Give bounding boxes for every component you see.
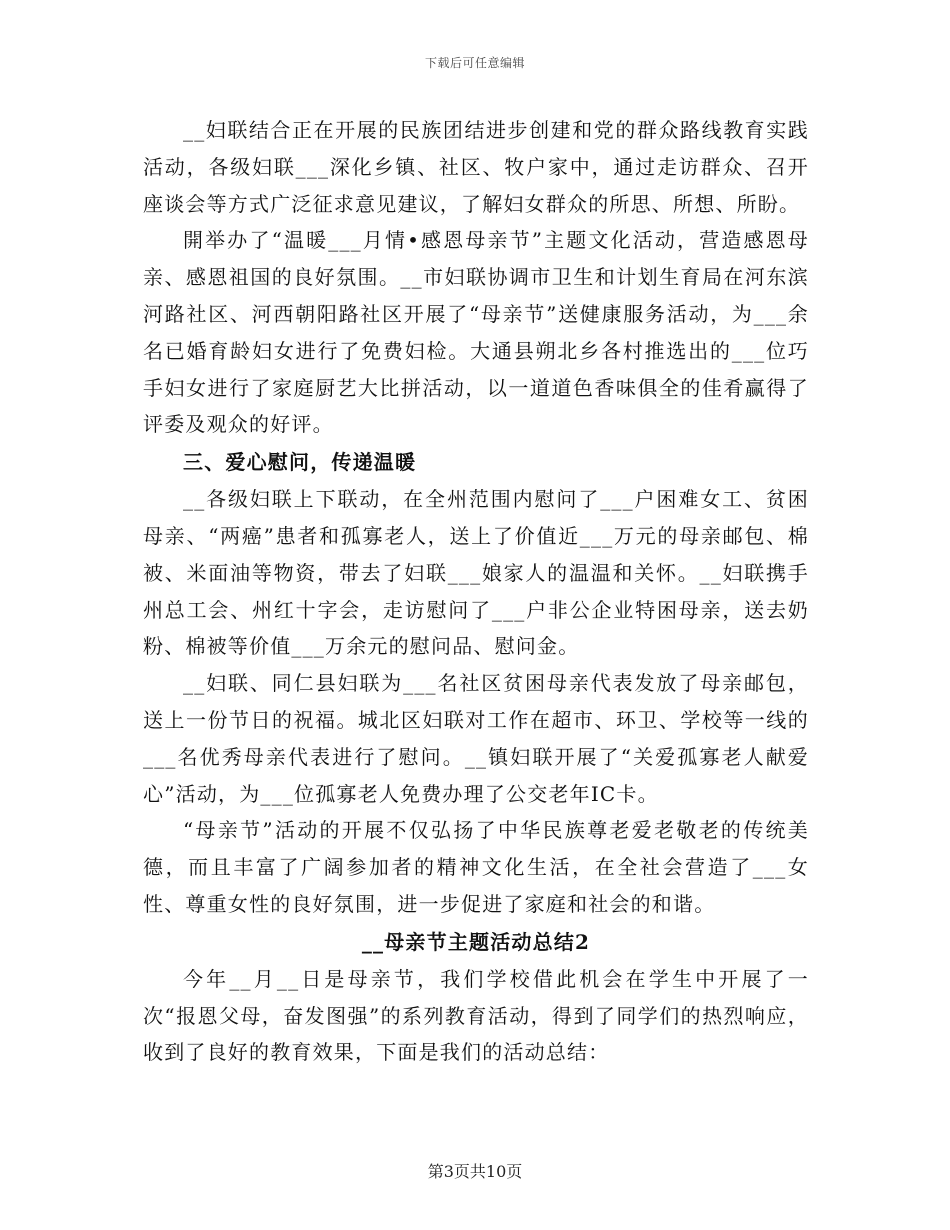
document-body bbox=[143, 112, 809, 1071]
paragraph: __妇联、同仁县妇联为___名社区贫困母亲代表发放了母亲邮包，送上一份节日的祝福。城北区妇联对工作在超市、环卫、学校等一线的___名优秀母亲代表进行了慰问。__镇妇联开展了“关爱孤寡老人献爱心”活动，为___位孤寡老人免费办理了公交老年IC卡。 bbox=[143, 671, 809, 806]
page-number: 第3页共10页 bbox=[427, 1162, 523, 1181]
paragraph: __各级妇联上下联动，在全州范围内慰问了___户困难女工、贫困母亲、“两癌”患者和孤寡老人，送上了价值近___万元的母亲邮包、棉被、米面油等物资，带去了妇联___娘家人的温温和关怀。__妇联携手州总工会、州红十字会，走访慰问了___户非公企业特困母亲，送去奶粉、棉被等价值___万余元的慰问品、慰问金。 bbox=[143, 487, 809, 659]
paragraph: 開举办了“温暖___月情•感恩母亲节”主题文化活动，营造感恩母亲、感恩祖国的良好氛围。__市妇联协调市卫生和计划生育局在河东滨河路社区、河西朝阳路社区开展了“母亲节”送健康服务活动，为___余名已婚育龄妇女进行了免费妇检。大通县朔北乡各村推选出的___位巧手妇女进行了家庭厨艺大比拼活动，以一道道色香味俱全的佳肴赢得了评委及观众的好评。 bbox=[143, 228, 809, 437]
paragraph: __妇联结合正在开展的民族团结进步创建和党的群众路线教育实践活动，各级妇联___深化乡镇、社区、牧户家中，通过走访群众、召开座谈会等方式广泛征求意见建议，了解妇女群众的所思、所想、所盼。 bbox=[143, 118, 809, 216]
document-title: __母亲节主题活动总结2 bbox=[361, 929, 591, 954]
section-heading: 三、爱心慰问，传递温暖 bbox=[183, 450, 417, 475]
paragraph: 今年__月__日是母亲节，我们学校借此机会在学生中开展了一次“报恩父母，奋发图强”的系列教育活动，得到了同学们的热烈响应，收到了良好的教育效果，下面是我们的活动总结： bbox=[143, 966, 809, 1065]
paragraph: “母亲节”活动的开展不仅弘扬了中华民族尊老爱老敬老的传统美德，而且丰富了广阔参加者的精神文化生活，在全社会营造了___女性、尊重女性的良好氛围，进一步促进了家庭和社会的和谐。 bbox=[143, 818, 809, 916]
header-note: 下载后可任意编辑 bbox=[424, 56, 525, 70]
